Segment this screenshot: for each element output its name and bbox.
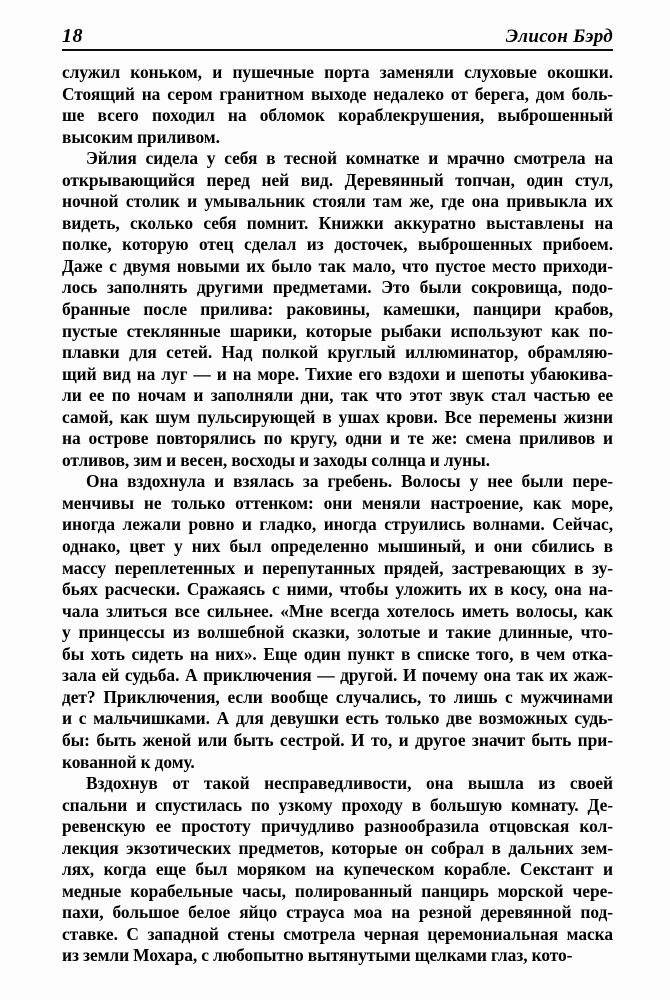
text-line: Она вздохнула и взялась за гребень. Волосы у нее были пере- [86,471,613,492]
paragraph [62,148,613,471]
text-line: медные корабельные часы, полированный панцирь морской чере- [62,880,613,901]
author-name: Элисон Бэрд [505,26,613,47]
text-line: бранные после прилива: раковины, камешки, панцири крабов, [62,299,613,320]
text-line: полке, которую отец сделал из досточек, выброшенных прибоем. [62,234,613,255]
body-text [62,62,613,967]
text-line: у принцессы из волшебной сказки, золотые и такие длинные, что- [62,622,613,643]
text-line: плавки для сетей. Над полкой круглый иллюминатор, обрамляю- [62,342,613,363]
text-line: ставке. С западной стены смотрела черная церемониальная маска [62,923,613,944]
text-line: самой, как шум пульсирующей в ушах крови. Все перемены жизни [62,406,613,427]
text-line: массу переплетенных и перепутанных прядей, застревающих в зу- [62,557,613,578]
text-line: дет? Приключения, если вообще случались, то лишь с мужчинами [62,686,613,707]
text-line: ше всего походил на обломок кораблекрушения, выброшенный [62,105,613,126]
text-line: щий вид на луг — и на море. Тихие его вздохи и шепоты убаюкива- [62,363,613,384]
text-line: высоким приливом. [62,126,220,147]
text-line: Стоящий на сером гранитном выходе недалеко от берега, дом боль- [62,83,613,104]
text-line: видеть, сколько себя помнит. Книжки аккуратно выставлены на [62,212,613,233]
text-line: пустые стеклянные шарики, которые рыбаки используют как по- [62,320,613,341]
text-line: ли ее по ночам и заполняли дни, так что этот звук стал частью ее [62,385,613,406]
text-line: и с мальчишками. А для девушки есть только две возможных судь- [62,708,613,729]
text-line: Вздохнув от такой несправедливости, она вышла из своей [86,773,613,794]
text-line: спальни и спустилась по узкому проходу в большую комнату. Де- [62,794,613,815]
text-line: Даже с двумя новыми их было так мало, что пустое место приходи- [62,255,613,276]
text-line: лекция экзотических предметов, которые он собрал в дальних зем- [62,837,613,858]
text-line: на острове повторялись по кругу, одни и те же: смена приливов и [62,428,613,449]
running-head [62,16,613,46]
paragraph [62,773,613,967]
text-line: чала злиться все сильнее. «Мне всегда хотелось иметь волосы, как [62,600,613,621]
text-line: Эйлия сидела у себя в тесной комнатке и мрачно смотрела на [86,148,613,169]
text-line: из земли Мохара, с любопытно вытянутыми щелками глаз, кото- [62,945,573,966]
text-line: пахи, большое белое яйцо страуса моа на резной деревянной под- [62,902,613,923]
text-line: отливов, зим и весен, восходы и заходы солнца и луны. [62,449,490,470]
header-rule [62,49,613,51]
text-line: бы: быть женой или быть сестрой. И то, и другое значит быть при- [62,729,613,750]
text-line: однако, цвет у них был определенно мышиный, и они сбились в [62,536,613,557]
text-line: ревенскую ее простоту причудливо разнообразила отцовская кол- [62,816,613,837]
text-line: кованной к дому. [62,751,195,772]
text-line: открывающийся перед ней вид. Деревянный топчан, один стул, [62,169,613,190]
text-line: служил коньком, и пушечные порта заменяли слуховые окошки. [62,62,613,82]
paragraph [62,62,613,148]
page-number: 18 [62,25,83,47]
text-line: бы хоть сидеть на них». Еще один пункт в списке того, в чем отка- [62,643,613,664]
text-line: зала ей судьба. А приключения — другой. И почему она так их жаж- [62,665,613,686]
text-line: бьях расчески. Сражаясь с ними, чтобы уложить их в косу, она на- [62,579,613,600]
paragraph [62,471,613,773]
text-line: лось заполнять другими предметами. Это были сокровища, подо- [62,277,613,298]
text-line: менчивы не только оттенком: они меняли настроение, как море, [62,492,613,513]
text-line: иногда лежали ровно и гладко, иногда струились волнами. Сейчас, [62,514,613,535]
text-line: ночной столик и умывальник стояли там же, где она привыкла их [62,191,613,212]
text-line: лях, когда еще был моряком на купеческом корабле. Секстант и [62,859,613,880]
